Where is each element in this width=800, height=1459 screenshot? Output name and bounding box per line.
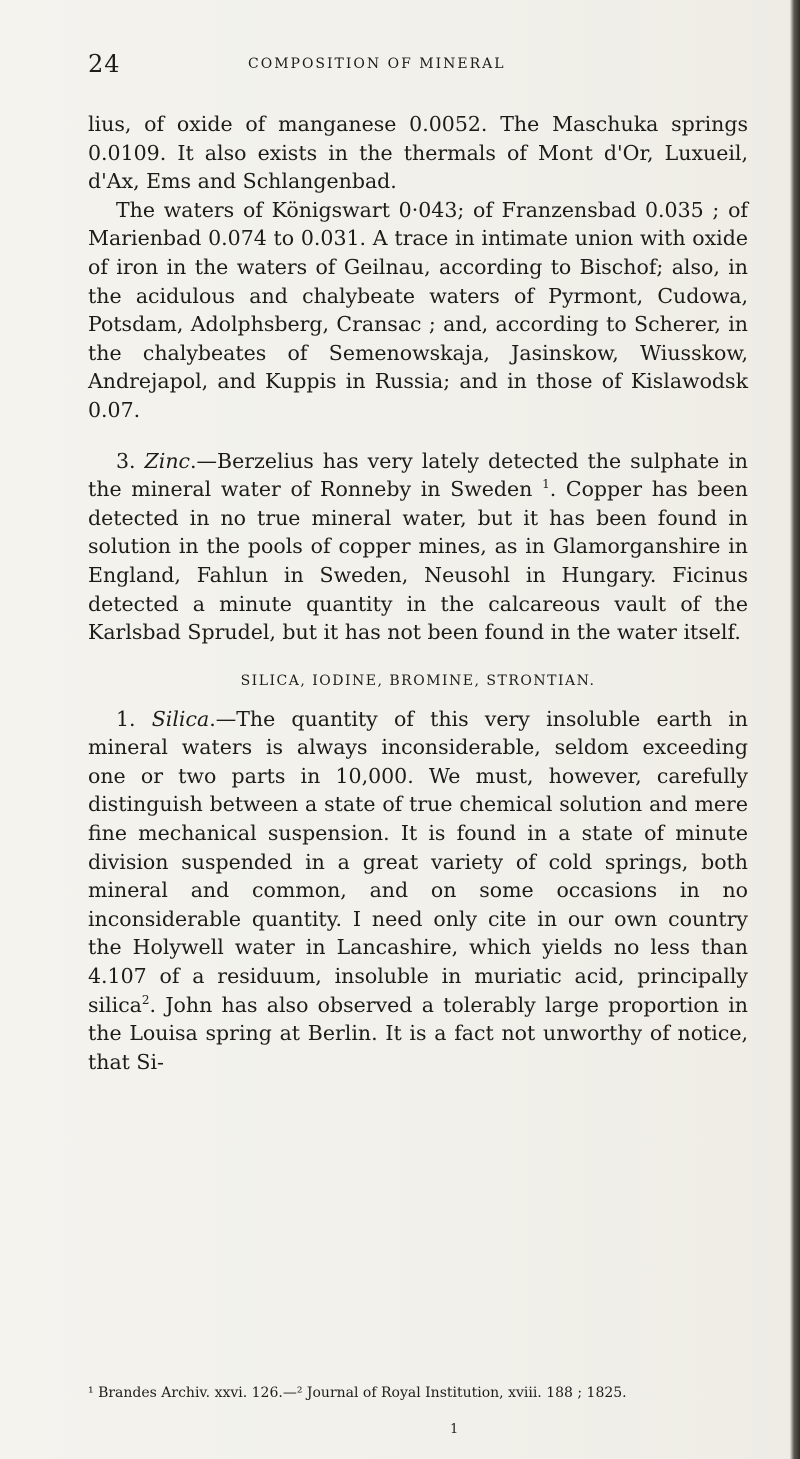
page-edge-shadow — [790, 0, 800, 1459]
page-number: 24 — [88, 50, 121, 78]
running-head: COMPOSITION OF MINERAL — [248, 56, 506, 72]
footnote-ref-1[interactable]: 1 — [542, 477, 550, 492]
item-title-zinc: Zinc — [144, 448, 191, 473]
paragraph-konigswart: The waters of Königswart 0·043; of Franzensbad 0.035 ; of Marienbad 0.074 to 0.031. A trace in intimate union with oxide of iron in the waters of Geilnau, according to Bischof; also, in the acidulous and chalybeate waters of Pyrmont, Cudowa, Potsdam, Adolphsberg, Cransac ; and, according to Scherer, in the chalybeates of Semenowskaja, Jasinskow, Wiusskow, Andrejapol, and Kuppis in Russia; and in those of Kislawodsk 0.07. — [88, 197, 748, 422]
paragraph-zinc — [88, 447, 748, 647]
zinc-text-cont: . Copper has been detected in no true mineral water, but it has been found in solution in the pools of copper mines, as in Glamorganshire in England, Fahlun in Sweden, Neusohl in Hungary. Ficinus detected a minute quantity in the calcareous vault of the Karlsbad Sprudel, but it has not been found in the water itself. — [88, 477, 748, 645]
paragraph-silica — [88, 705, 748, 1077]
footnotes: ¹ Brandes Archiv. xxvi. 126.—² Journal of Royal Institution, xviii. 188 ; 1825. — [88, 1385, 627, 1401]
signature-mark: 1 — [450, 1422, 459, 1437]
silica-text-cont: . John has also observed a tolerably large proportion in the Louisa spring at Berlin. It is a fact not unworthy of notice, that Si- — [88, 992, 748, 1074]
page-header — [88, 50, 748, 90]
silica-text: .—The quantity of this very insoluble earth in mineral waters is always inconsiderable, seldom exceeding one or two parts in 10,000. We must, however, carefully distinguish between a state of true chemical solution and mere fine mechanical suspension. It is found in a state of minute division suspended in a great variety of cold springs, both mineral and common, and on some occasions in no inconsiderable quantity. I need only cite in our own country the Holywell water in Lancashire, which yields no less than 4.107 of a residuum, insoluble in muriatic acid, principally silica — [88, 706, 748, 1017]
item-number: 3. — [116, 448, 136, 473]
item-number: 1. — [116, 706, 136, 731]
paragraph-manganese: lius, of oxide of manganese 0.0052. The Maschuka springs 0.0109. It also exists in the thermals of Mont d'Or, Luxueil, d'Ax, Ems and Schlangenbad. — [88, 112, 748, 194]
footnote-ref-2[interactable]: 2 — [141, 992, 150, 1007]
item-title-silica: Silica — [151, 706, 210, 731]
body-text — [88, 110, 748, 1076]
section-heading: SILICA, IODINE, BROMINE, STRONTIAN. — [240, 672, 596, 689]
zinc-text: .—Berzelius has very lately detected the sulphate in the mineral water of Ronneby in Sweden — [88, 448, 748, 502]
